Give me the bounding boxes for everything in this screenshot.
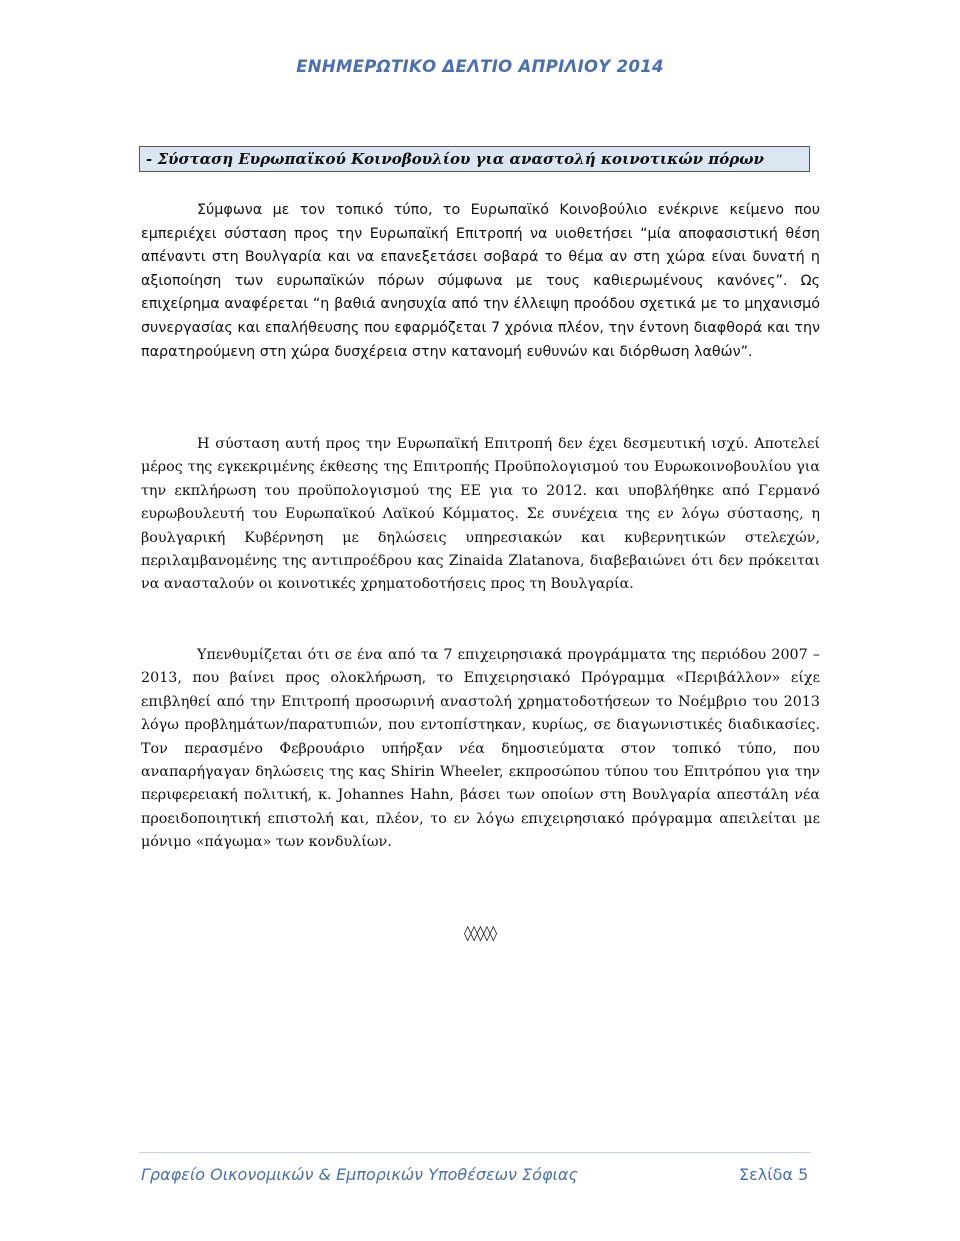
paragraph-2-text: Η σύσταση αυτή προς την Ευρωπαϊκή Επιτροπή δεν έχει δεσμευτική ισχύ. Αποτελεί μέρος της εγκεκριμένης έκθεσης της Επιτροπής Προϋπολογισμού του Ευρωκοινοβουλίου για την εκπλήρωση του προϋπολογισμού της ΕΕ για το 2012. και υποβλήθηκε από Γερμανό ευρωβουλευτή του Ευρωπαϊκού Λαϊκού Κόμματος. Σε συνέχεια της εν λόγω σύστασης, η βουλγαρική Κυβέρνηση με δηλώσεις υπηρεσιακών και κυβερνητικών στελεχών, περιλαμβανομένης της αντιπροέδρου κας Zinaida Zlatanova, διαβεβαιώνει ότι δεν πρόκειται να ανασταλούν οι κοινοτικές χρηματοδοτήσεις προς τη Βουλγαρία. [141,436,820,593]
paragraph-1 [141,199,820,364]
page-header: ΕΝΗΜΕΡΩΤΙΚΟ ΔΕΛΤΙΟ ΑΠΡΙΛΙΟΥ 2014 [296,57,664,76]
footer-office: Γραφείο Οικονομικών & Εμπορικών Υποθέσεων Σόφιας [141,1165,578,1184]
section-separator: ◊◊◊◊◊ [463,924,497,942]
paragraph-3 [141,644,820,855]
paragraph-2 [141,433,820,597]
footer-page-number: Σελίδα 5 [739,1165,809,1184]
section-title: - Σύσταση Ευρωπαϊκού Κοινοβουλίου για αναστολή κοινοτικών πόρων [139,146,810,172]
paragraph-1-text: Σύμφωνα με τον τοπικό τύπο, το Ευρωπαϊκό Κοινοβούλιο ενέκρινε κείμενο που εμπεριέχει σύσταση προς την Ευρωπαϊκή Επιτροπή να υιοθετήσει “μία αποφασιστική θέση απέναντι στη Βουλγαρία και να επανεξετάσει σοβαρά το θέμα αν στη χώρα είναι δυνατή η αξιοποίηση των ευρωπαϊκών πόρων σύμφωνα με τους καθιερωμένους κανόνες”. Ως επιχείρημα αναφέρεται “η βαθιά ανησυχία από την έλλειψη προόδου σχετικά με το μηχανισμό συνεργασίας και επαλήθευσης που εφαρμόζεται 7 χρόνια πλέον, την έντονη διαφθορά και την παρατηρούμενη στη χώρα δυσχέρεια στην κατανομή ευθυνών και διόρθωση λαθών”. [141,202,820,360]
paragraph-3-text: Υπενθυμίζεται ότι σε ένα από τα 7 επιχειρησιακά προγράμματα της περιόδου 2007 – 2013, που βαίνει προς ολοκλήρωση, το Επιχειρησιακό Πρόγραμμα «Περιβάλλον» είχε επιβληθεί από την Επιτροπή προσωρινή αναστολή χρηματοδοτήσεων το Νοέμβριο του 2013 λόγω προβλημάτων/παρατυπιών, που εντοπίστηκαν, κυρίως, σε διαγωνιστικές διαδικασίες. Τον περασμένο Φεβρουάριο υπήρξαν νέα δημοσιεύματα στον τοπικό τύπο, που αναπαρήγαγαν δηλώσεις της κας Shirin Wheeler, εκπροσώπου τύπου του Επιτρόπου για την περιφερειακή πολιτική, κ. Johannes Hahn, βάσει των οποίων στη Βουλγαρία απεστάλη νέα προειδοποιητική επιστολή και, πλέον, το εν λόγω επιχειρησιακό πρόγραμμα απειλείται με μόνιμο «πάγωμα» των κονδυλίων. [141,647,820,851]
footer-divider [139,1152,811,1153]
